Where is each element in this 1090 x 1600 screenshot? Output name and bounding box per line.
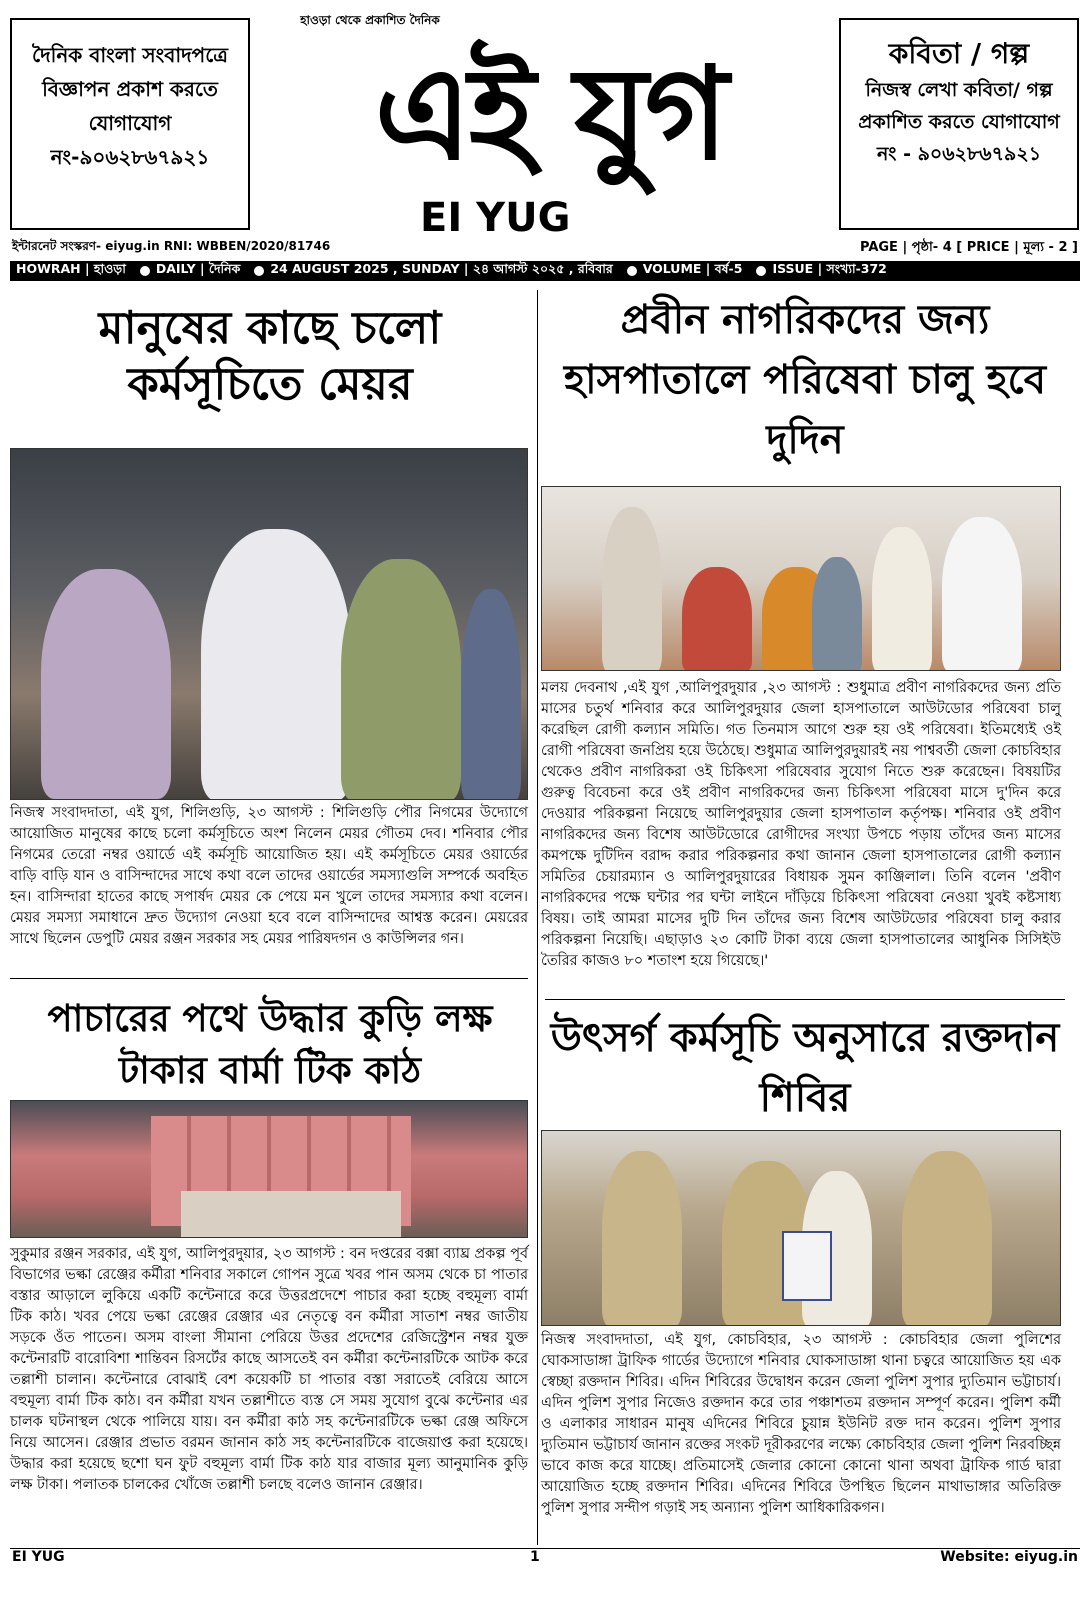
page-price: PAGE | পৃষ্ঠা- 4 [ PRICE | মূল্য - 2 ] (859, 240, 1078, 255)
article-body: সুকুমার রঞ্জন সরকার, এই যুগ, আলিপুরদুয়ার, ২৩ আগস্ট : বন দপ্তরের বক্সা ব্যাঘ্র প্রকল্প পূর্ব বিভাগের ভল্কা রেঞ্জের কর্মীরা শনিবার সকালে গোপন সুত্রে খবর পান অসম থেকে চা পাতার বস্তার আড়ালে লুকিয়ে একটি কন্টেনারে করে উত্তরপ্রদেশে পাচার করা হচ্ছে বহুমূল্য বার্মা টিক কাঠ। খবর পেয়ে ভল্কা রেঞ্জের রেঞ্জার এর নেতৃত্বে বন কর্মীরা সাতাশ নম্বর জাতীয় সড়কে ওঁত পাতেন। অসম বাংলা সীমানা পেরিয়ে উত্তর প্রদেশের রেজিস্ট্রেশন নম্বর যুক্ত কন্টেনারটি বারোবিশা শান্তিবন রিসর্টের কাছে আসতেই বন কর্মীরা কন্টেনারটিকে আটক করে তল্লাশী চালান। কন্টেনারে বোঝাই বেশ কয়েকটি চা পাতার বস্তা সরাতেই বেরিয়ে আসে বহুমূল্য বার্মা টিক কাঠ। বন কর্মীরা যখন তল্লাশীতে ব্যস্ত সে সময় সুযোগ বুঝে কন্টেনার এর চালক ঘটনাস্থল থেকে পালিয়ে যায়। বন কর্মীরা কাঠ সহ কন্টেনারটিকে ভল্কা রেঞ্জ অফিসে নিয়ে আসেন। রেঞ্জার প্রভাত বরমন জানান কাঠ সহ কন্টেনারটিকে বাজেয়াপ্ত করা হয়েছে। উদ্ধার করা হয়েছে ছশো ঘন ফুট বহুমূল্য বার্মা টিক কাঠ যার বাজার মূল্য আনুমানিক কুড়ি লক্ষ টাকা। পলাতক চালকের খোঁজে তল্লাশী চলছে বলেও জানান রেঞ্জার। (10, 1246, 528, 1493)
footer-website: Website: eiyug.in (940, 1549, 1078, 1565)
info-date: 24 AUGUST 2025 , SUNDAY | ২৪ আগস্ট ২০২৫ , রবিবার (270, 261, 613, 276)
bullet-icon (627, 266, 637, 276)
photo-figure (341, 559, 461, 800)
article-photo-blood-donation (541, 1130, 1061, 1326)
photo-figure (461, 589, 521, 800)
article-headline: পাচারের পথে উদ্ধার কুড়ি লক্ষ টাকার বার্মা টিক কাঠ (47, 997, 493, 1092)
poetry-box (839, 18, 1079, 230)
footer-publication: EI YUG (12, 1549, 65, 1565)
article-divider (545, 999, 1065, 1000)
info-volume: VOLUME | বর্ষ-5 (642, 261, 743, 276)
photo-sacks (181, 1191, 401, 1238)
masthead-title-english: EI YUG (420, 195, 571, 241)
photo-figure (682, 567, 752, 671)
info-frequency: DAILY | দৈনিক (155, 261, 241, 276)
poetry-box-title: কবিতা / গল্প (888, 37, 1030, 70)
advertisement-box (10, 18, 250, 230)
article-headline: উৎসর্গ কর্মসূচি অনুসারে রক্তদান শিবির (550, 1015, 1060, 1121)
poetry-box-text: নিজস্ব লেখা কবিতা/ গল্প প্রকাশিত করতে যোগাযোগ নং - ৯০৬২৮৬৭৯২১ (858, 79, 1060, 165)
photo-figure (602, 1151, 682, 1326)
article-headline: মানুষের কাছে চলো কর্মসূচিতে মেয়র (98, 301, 442, 410)
article-divider (10, 978, 528, 979)
article-photo-hospital (541, 486, 1061, 671)
masthead-tagline: হাওড়া থেকে প্রকাশিত দৈনিক (300, 13, 440, 27)
masthead-title-bengali: এই যুগ (374, 40, 726, 189)
internet-edition-rni: ইন্টারনেট সংস্করণ- eiyug.in RNI: WBBEN/2020/81746 (12, 239, 331, 253)
article-body: মলয় দেবনাথ ,এই যুগ ,আলিপুরদুয়ার ,২৩ আগস্ট : শুধুমাত্র প্রবীণ নাগরিকদের জন্য প্রতি মাসের চতুর্থ শনিবার করে আলিপুরদুয়ার জেলা হাসপাতালে আউটডোর পরিষেবা চালু করেছিল রোগী কল্যান সমিতি। গত তিনমাস আগে শুরু হয় ওই পরিষেবা। ইতিমধ্যেই ওই রোগী পরিষেবা জনপ্রিয় হয়ে উঠেছে। শুধুমাত্র আলিপুরদুয়ারই নয় পাশ্ববর্তী জেলা কোচবিহার থেকেও প্রবীণ নাগরিকরা ওই চিকিৎসা পরিষেবার সুযোগ নিতে শুরু করেছেন। বিষয়টির গুরুত্ব বিবেচনা করে ওই প্রবীণ নাগরিকদের জন্য চিকিৎসা পরিষেবা মাসে দু'দিন করে দেওয়ার পরিকল্পনা নিয়েছে আলিপুরদুয়ার জেলা হাসপাতাল কর্তৃপক্ষ। শনিবার ওই প্রবীণ নাগরিকদের জন্য বিশেষ আউটডোরে রোগীদের সংখ্যা উপচে পড়ায় তাঁদের জন্য মাসের কমপক্ষে দুটিদিন বরাদ্দ করার পরিকল্পনার কথা জানান জেলা হাসপাতালের রোগী কল্যান সমিতির চেয়ারম্যান ও আলিপুরদুয়ারের বিধায়ক সুমন কাঞ্জিলাল। তিনি বলেন 'প্রবীণ নাগরিকদের পক্ষে ঘন্টার পর ঘন্টা লাইনে দাঁড়িয়ে চিকিৎসা পরিষেবা নেওয়া খুবই কষ্টসাধ্য বিষয়। তাই আমরা মাসের দুটি দিন তাঁদের জন্য বিশেষ আউটডোর পরিষেবা চালু করার পরিকল্পনা নিয়েছি। এছাড়াও ২৩ কোটি টাকা ব্যয়ে জেলা হাসপাতালের আধুনিক সিসিইউ তৈরির কাজও ৮০ শতাংশ হয়ে গিয়েছে।' (541, 680, 1061, 969)
info-place: HOWRAH | হাওড়া (16, 261, 126, 276)
bullet-icon (140, 266, 150, 276)
photo-certificate (782, 1231, 832, 1301)
advertisement-text: দৈনিক বাংলা সংবাদপত্রে বিজ্ঞাপন প্রকাশ করতে যোগাযোগ নং-৯০৬২৮৬৭৯২১ (32, 43, 228, 169)
article-body: নিজস্ব সংবাদদাতা, এই যুগ, শিলিগুড়ি, ২৩ আগস্ট : শিলিগুড়ি পৌর নিগমের উদ্যোগে আয়োজিত মানুষের কাছে চলো কর্মসূচিতে অংশ নিলেন মেয়র গৌতম দেব। শনিবার পৌর নিগমের তেরো নম্বর ওয়ার্ডে এই কর্মসূচি আয়োজিত হয়। এই কর্মসূচিতে মেয়র ওয়ার্ডের বাড়ি বাড়ি যান ও বাসিন্দাদের সাথে কথা বলে তাদের ওয়ার্ডের সমস্যাগুলি সম্পর্কে অবহিত হন। বাসিন্দারা হাতের কাছে সপার্ষদ মেয়র কে পেয়ে মন খুলে তাদের সমস্যার কথা বলেন। মেয়র সমস্যা সমাধানে দ্রুত উদ্যোগ নেওয়া হবে বলে বাসিন্দাদের আশ্বস্ত করেন। মেয়রের সাথে ছিলেন ডেপুটি মেয়র রঞ্জন সরকার সহ মেয়র পারিষদগন ও কাউন্সিলর গন। (10, 805, 528, 947)
photo-figure (602, 507, 662, 671)
masthead (300, 20, 800, 241)
bullet-icon (254, 266, 264, 276)
info-bar (10, 261, 1080, 281)
photo-figure (902, 1151, 992, 1326)
photo-figure (872, 527, 932, 671)
photo-figure (201, 529, 351, 800)
photo-figure (812, 557, 862, 671)
info-issue: ISSUE | সংখ্যা-372 (772, 261, 887, 276)
column-divider (537, 290, 538, 1545)
bullet-icon (756, 266, 766, 276)
article-body: নিজস্ব সংবাদদাতা, এই যুগ, কোচবিহার, ২৩ আগস্ট : কোচবিহার জেলা পুলিশের ঘোকসাডাঙ্গা ট্রাফিক গার্ডের উদ্যোগে শনিবার ঘোকসাডাঙ্গা থানা চত্বরে আয়োজিত হয় এক স্বেচ্ছা রক্তদান শিবির। এদিন শিবিরের উদ্বোধন করেন জেলা পুলিশ সুপার দ্যুতিমান ভট্টাচার্য। এদিন পুলিশ সুপার নিজেও রক্তদান করে তার পঞ্চাশতম রক্তদান সম্পূর্ণ করেন। পুলিশ কর্মী ও এলাকার সাধারন মানুষ এদিনের শিবিরে চুয়ান্ন ইউনিট রক্ত দান করেন। পুলিশ সুপার দ্যুতিমান ভট্টাচার্য জানান রক্তের সংকট দূরীকরণের লক্ষ্যে কোচবিহার জেলা পুলিশ নিরবচ্ছিন্ন ভাবে কাজ করে যাচ্ছে। প্রতিমাসেই জেলার কোনো কোনো থানা অথবা ট্রাফিক গার্ড দ্বারা আয়োজিত হচ্ছে রক্তদান শিবির। এদিনের শিবিরে উপস্থিত ছিলেন মাথাভাঙ্গার অতিরিক্ত পুলিশ সুপার সন্দীপ গড়াই সহ অন্যান্য পুলিশ আধিকারিকগন। (541, 1332, 1061, 1516)
article-headline: প্রবীন নাগরিকদের জন্য হাসপাতালে পরিষেবা চালু হবে দুদিন (564, 297, 1046, 463)
photo-figure (942, 517, 1022, 671)
photo-figure (41, 569, 171, 799)
article-photo-mayor-walk (10, 448, 528, 800)
article-photo-teak-wood (10, 1100, 528, 1238)
footer-divider (10, 1548, 1080, 1549)
footer-page-number: 1 (530, 1549, 540, 1565)
